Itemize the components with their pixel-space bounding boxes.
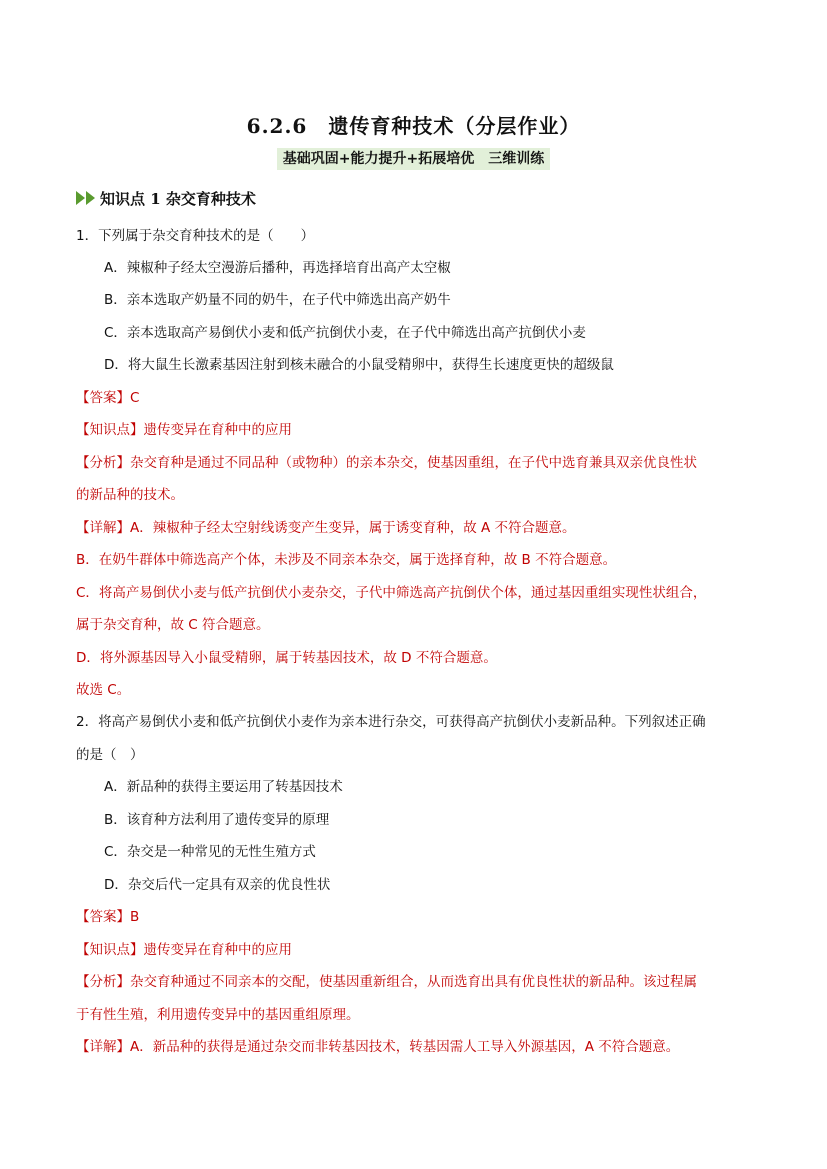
question-1-analysis-line-1 xyxy=(76,453,697,473)
question-2-option-a: A．新品种的获得主要运用了转基因技术 xyxy=(104,779,343,795)
knowledge-value: 遗传变异在育种中的应用 xyxy=(143,422,292,438)
analysis-text: 杂交育种通过不同亲本的交配，使基因重新组合，从而选育出具有优良性状的新品种。该过程属 xyxy=(130,974,697,990)
question-1-stem: 1．下列属于杂交育种技术的是（ ） xyxy=(76,228,315,244)
analysis-tag: 【分析】 xyxy=(76,974,130,990)
question-1-detail-b: B．在奶牛群体中筛选高产个体，未涉及不同亲本杂交，属于选择育种，故 B 不符合题意。 xyxy=(76,552,617,568)
question-1-detail-c-line-1: C．将高产易倒伏小麦与低产抗倒伏小麦杂交，子代中筛选高产抗倒伏个体，通过基因重组实现性状组合， xyxy=(76,585,707,601)
question-1-option-b: B．亲本选取产奶量不同的奶牛，在子代中筛选出高产奶牛 xyxy=(104,292,451,308)
double-chevron-icon xyxy=(76,191,96,205)
answer-value: C xyxy=(130,390,140,406)
question-2-option-d: D．杂交后代一定具有双亲的优良性状 xyxy=(104,877,331,893)
question-1-knowledge xyxy=(76,420,292,440)
question-2-detail-a xyxy=(76,1037,679,1057)
question-1-analysis-line-2: 的新品种的技术。 xyxy=(76,487,184,503)
analysis-text: 杂交育种是通过不同品种（或物种）的亲本杂交，使基因重组，在子代中选育兼具双亲优良性状 xyxy=(130,455,697,471)
question-1-detail-c-line-2: 属于杂交育种，故 C 符合题意。 xyxy=(76,617,270,633)
question-1-option-d: D．将大鼠生长激素基因注射到核未融合的小鼠受精卵中，获得生长速度更快的超级鼠 xyxy=(104,357,614,373)
detail-tag: 【详解】 xyxy=(76,1039,130,1055)
question-1-conclusion: 故选 C。 xyxy=(76,682,131,698)
question-1-detail-d: D．将外源基因导入小鼠受精卵，属于转基因技术，故 D 不符合题意。 xyxy=(76,650,497,666)
question-1-option-c: C．亲本选取高产易倒伏小麦和低产抗倒伏小麦，在子代中筛选出高产抗倒伏小麦 xyxy=(104,325,586,341)
subtitle-wrap xyxy=(0,148,827,170)
analysis-tag: 【分析】 xyxy=(76,455,130,471)
question-2-option-c: C．杂交是一种常见的无性生殖方式 xyxy=(104,844,316,860)
section-heading xyxy=(76,187,256,209)
question-2-analysis-line-2: 于有性生殖，利用遗传变异中的基因重组原理。 xyxy=(76,1007,360,1023)
question-1-option-a: A．辣椒种子经太空漫游后播种，再选择培育出高产太空椒 xyxy=(104,260,451,276)
page-title: 6.2.6 遗传育种技术（分层作业） xyxy=(246,114,581,138)
question-2-stem-line-1: 2．将高产易倒伏小麦和低产抗倒伏小麦作为亲本进行杂交，可获得高产抗倒伏小麦新品种。下列叙述正确 xyxy=(76,714,706,730)
detail-text: A．辣椒种子经太空射线诱变产生变异，属于诱变育种，故 A 不符合题意。 xyxy=(130,520,576,536)
question-1-detail-a xyxy=(76,518,576,538)
question-2-option-b: B．该育种方法利用了遗传变异的原理 xyxy=(104,812,330,828)
page-subtitle: 基础巩固+能力提升+拓展培优 三维训练 xyxy=(277,148,550,170)
section-heading-label: 知识点 1 杂交育种技术 xyxy=(100,189,256,208)
question-1-answer xyxy=(76,388,139,408)
knowledge-tag: 【知识点】 xyxy=(76,422,144,438)
question-2-stem-line-2: 的是（ ） xyxy=(76,747,144,763)
detail-text: A．新品种的获得是通过杂交而非转基因技术，转基因需人工导入外源基因，A 不符合题意。 xyxy=(130,1039,680,1055)
answer-tag: 【答案】 xyxy=(76,909,130,925)
question-2-analysis-line-1 xyxy=(76,972,697,992)
answer-tag: 【答案】 xyxy=(76,390,130,406)
question-2-answer xyxy=(76,907,139,927)
question-2-knowledge xyxy=(76,940,292,960)
knowledge-value: 遗传变异在育种中的应用 xyxy=(143,942,292,958)
answer-value: B xyxy=(130,909,140,925)
detail-tag: 【详解】 xyxy=(76,520,130,536)
knowledge-tag: 【知识点】 xyxy=(76,942,144,958)
